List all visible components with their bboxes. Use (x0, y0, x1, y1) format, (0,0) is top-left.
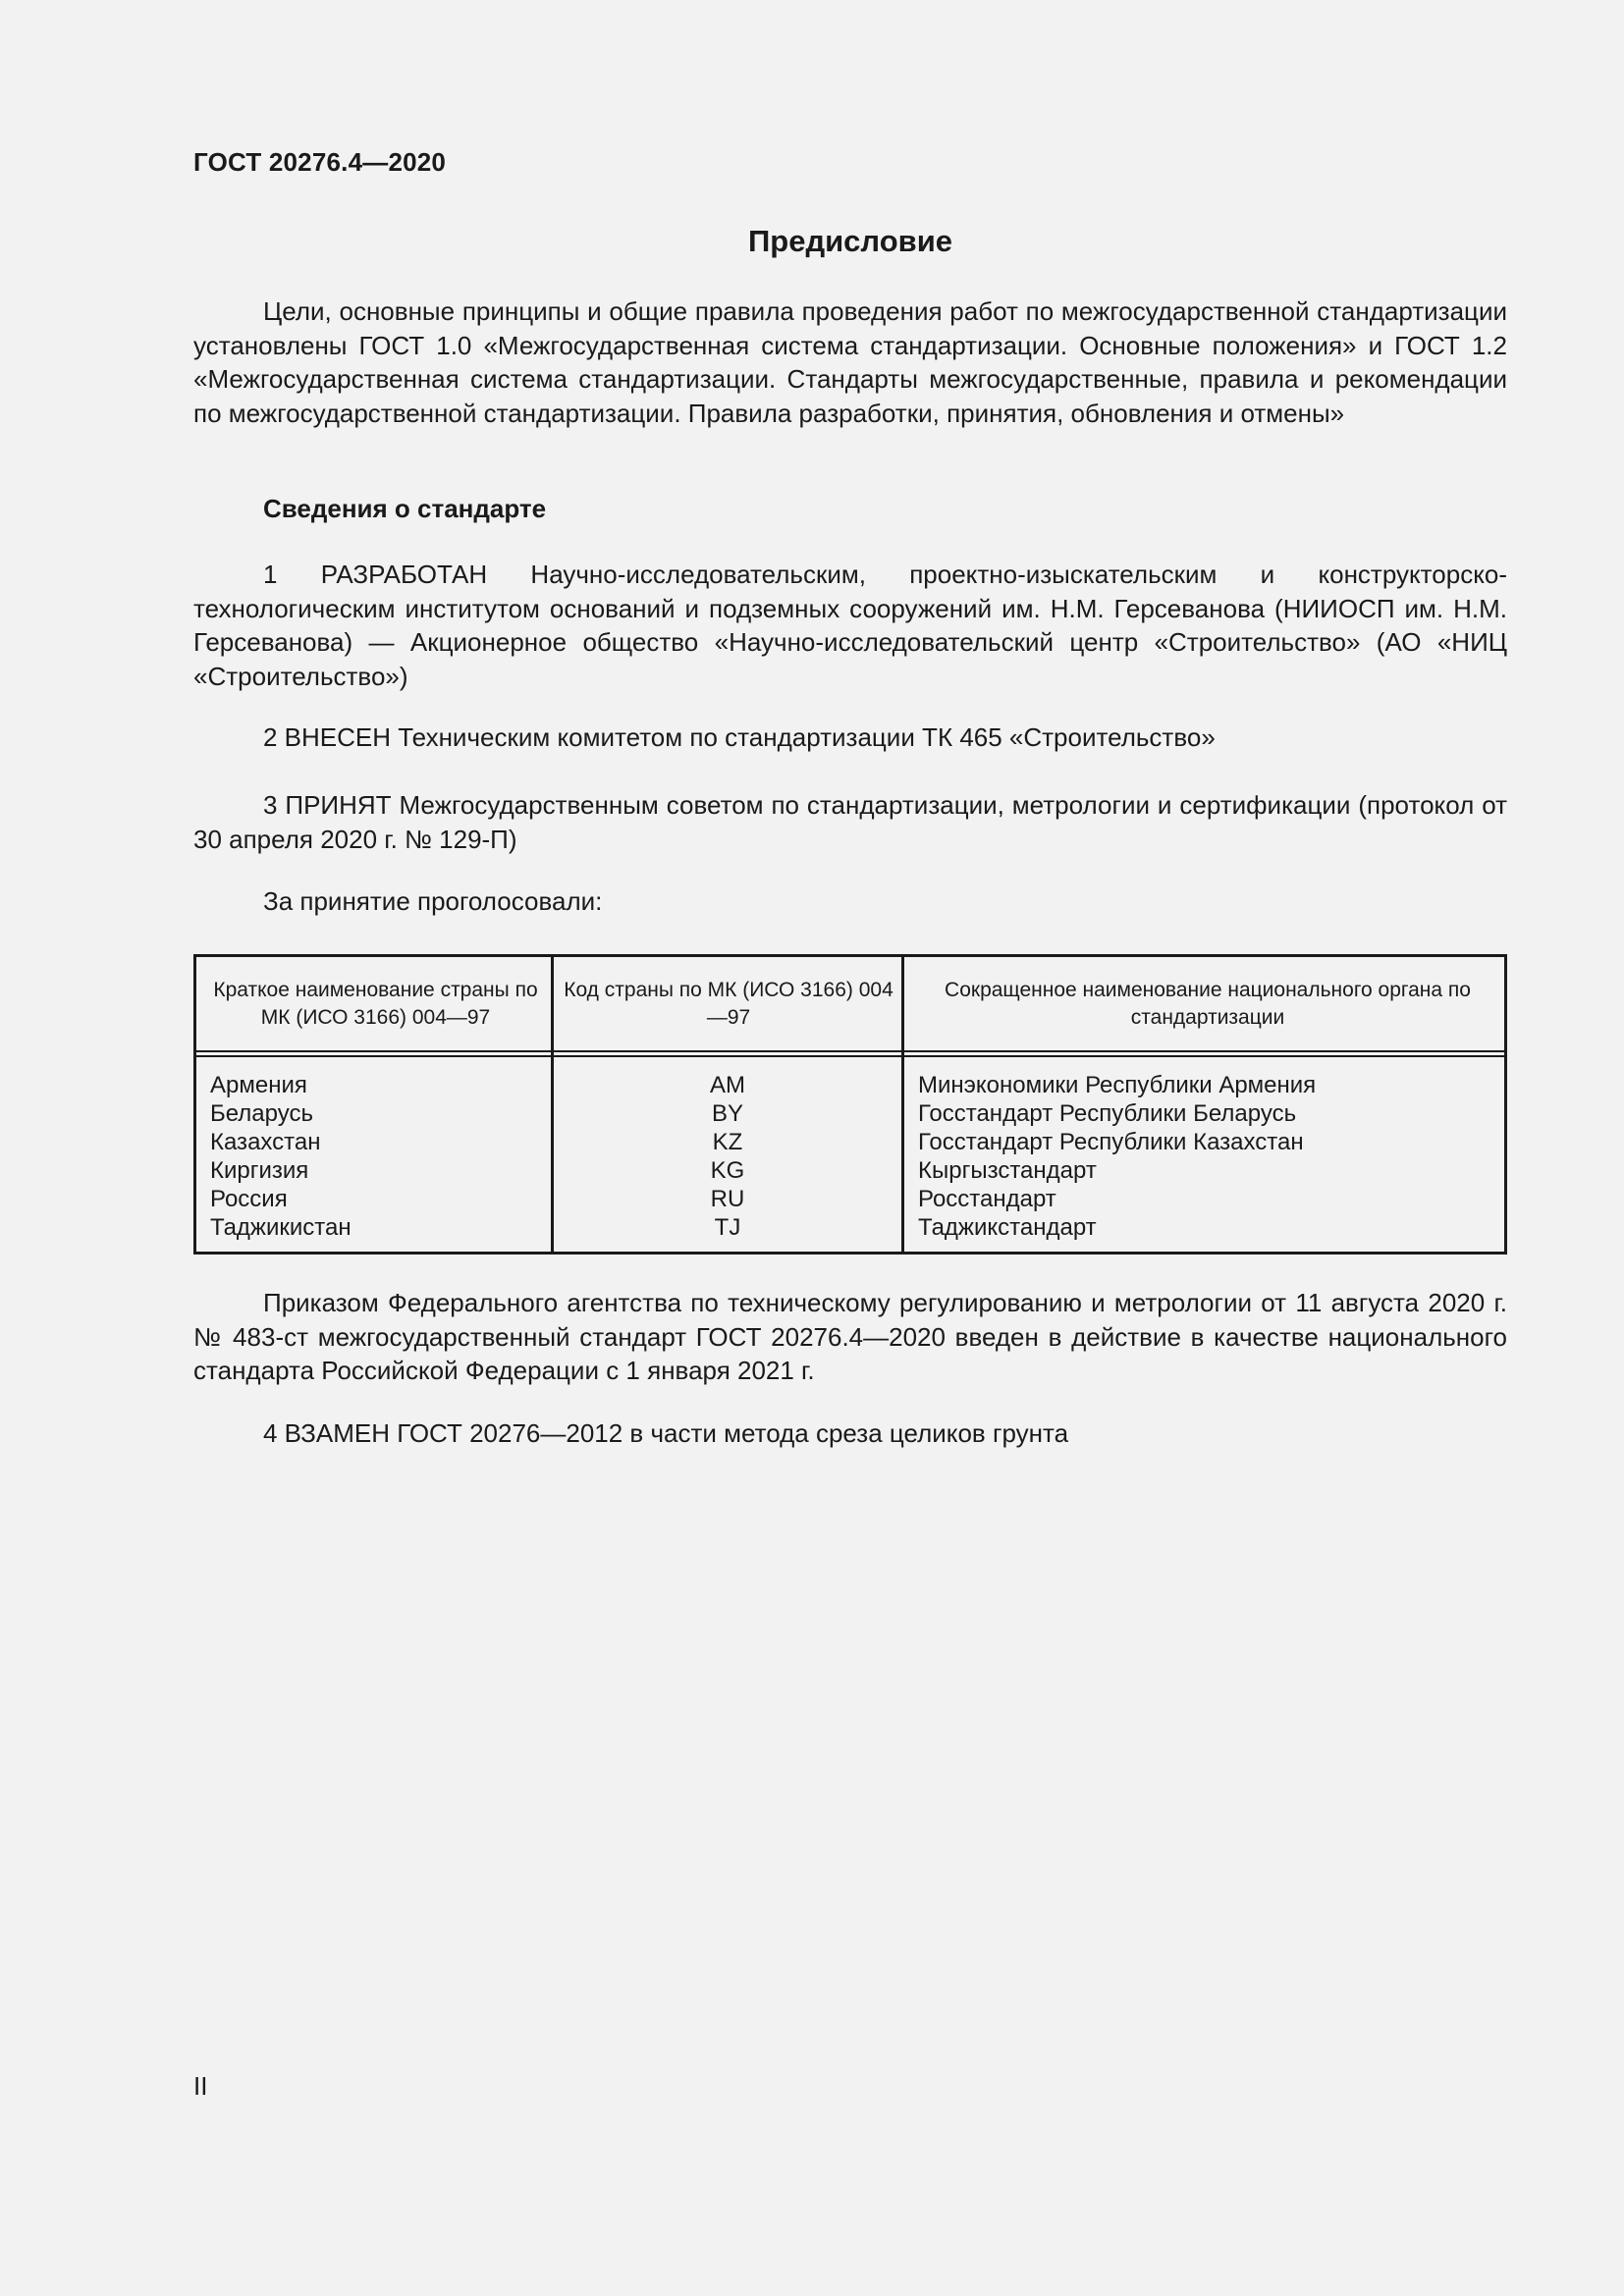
code-column (554, 1071, 901, 1242)
item-2-submitted: 2 ВНЕСЕН Техническим комитетом по стандартизации ТК 465 «Строительство» (263, 722, 1216, 752)
item-3-adopted: 3 ПРИНЯТ Межгосударственным советом по стандартизации, метрологии и сертификации (протокол от 30 апреля 2020 г. № 129-П) (193, 790, 1507, 854)
voting-table (193, 954, 1507, 1255)
table-cell-body: Минэкономики Республики Армения (918, 1072, 1317, 1098)
table-cell-code: AM (710, 1072, 745, 1098)
item-1-developed: 1 РАЗРАБОТАН Научно-исследовательским, проектно-изыскательским и конструкторско-технологическим институтом оснований и подземных сооружений им. Н.М. Герсеванова (НИИОСП им. Н.М. Герсеванова) — Акционерное общество «Научно-исследовательский центр «Строительство» (АО «НИЦ «Строительство») (193, 560, 1507, 691)
table-cell-body: Росстандарт (918, 1186, 1056, 1212)
table-cell-country: Таджикистан (210, 1214, 352, 1241)
table-cell-country: Россия (210, 1186, 288, 1212)
body-column (918, 1071, 1497, 1242)
table-cell-code: BY (711, 1100, 743, 1127)
header-separator (196, 1050, 1504, 1052)
voted-label: За принятие проголосовали: (263, 886, 603, 916)
info-heading: Сведения о стандарте (263, 494, 547, 523)
item-4-replaces: 4 ВЗАМЕН ГОСТ 20276—2012 в части метода среза целиков грунта (263, 1418, 1069, 1448)
page-title: Предисловие (747, 224, 952, 258)
table-cell-code: TJ (714, 1214, 741, 1241)
table-cell-code: KG (710, 1157, 745, 1184)
table-cell-body: Таджикстандарт (918, 1214, 1097, 1241)
table-cell-code: KZ (712, 1129, 743, 1155)
intro-paragraph: Цели, основные принципы и общие правила проведения работ по межгосударственной стандартизации установлены ГОСТ 1.0 «Межгосударственная система стандартизации. Основные положения» и ГОСТ 1.2 «Межгосударственная система стандартизации. Стандарты межгосударственные, правила и рекомендации по межгосударственной стандартизации. Правила разработки, принятия, обновления и отмены» (193, 296, 1507, 428)
table-cell-country: Киргизия (210, 1157, 309, 1184)
table-cell-body: Госстандарт Республики Беларусь (918, 1100, 1297, 1127)
table-header-country: Краткое наименование страны по МК (ИСО 3166) 004—97 (213, 979, 538, 1029)
table-header-code: Код страны по МК (ИСО 3166) 004—97 (564, 979, 893, 1029)
table-cell-body: Кыргызстандарт (918, 1157, 1097, 1184)
table-header-body: Сокращенное наименование национального органа по стандартизации (945, 979, 1471, 1029)
table-cell-body: Госстандарт Республики Казахстан (918, 1129, 1304, 1155)
country-column (210, 1071, 544, 1242)
table-cell-country: Беларусь (210, 1100, 313, 1127)
page-number: II (193, 2071, 208, 2101)
document-code: ГОСТ 20276.4—2020 (193, 147, 447, 177)
header-separator (196, 1055, 1504, 1057)
table-cell-country: Армения (210, 1072, 307, 1098)
table-divider (901, 957, 904, 1252)
table-cell-code: RU (710, 1186, 745, 1212)
order-paragraph: Приказом Федерального агентства по техническому регулированию и метрологии от 11 августа 2020 г. № 483-ст межгосударственный стандарт ГОСТ 20276.4—2020 введен в действие в качестве национального стандарта Российской Федерации с 1 января 2021 г. (193, 1288, 1507, 1385)
table-cell-country: Казахстан (210, 1129, 321, 1155)
